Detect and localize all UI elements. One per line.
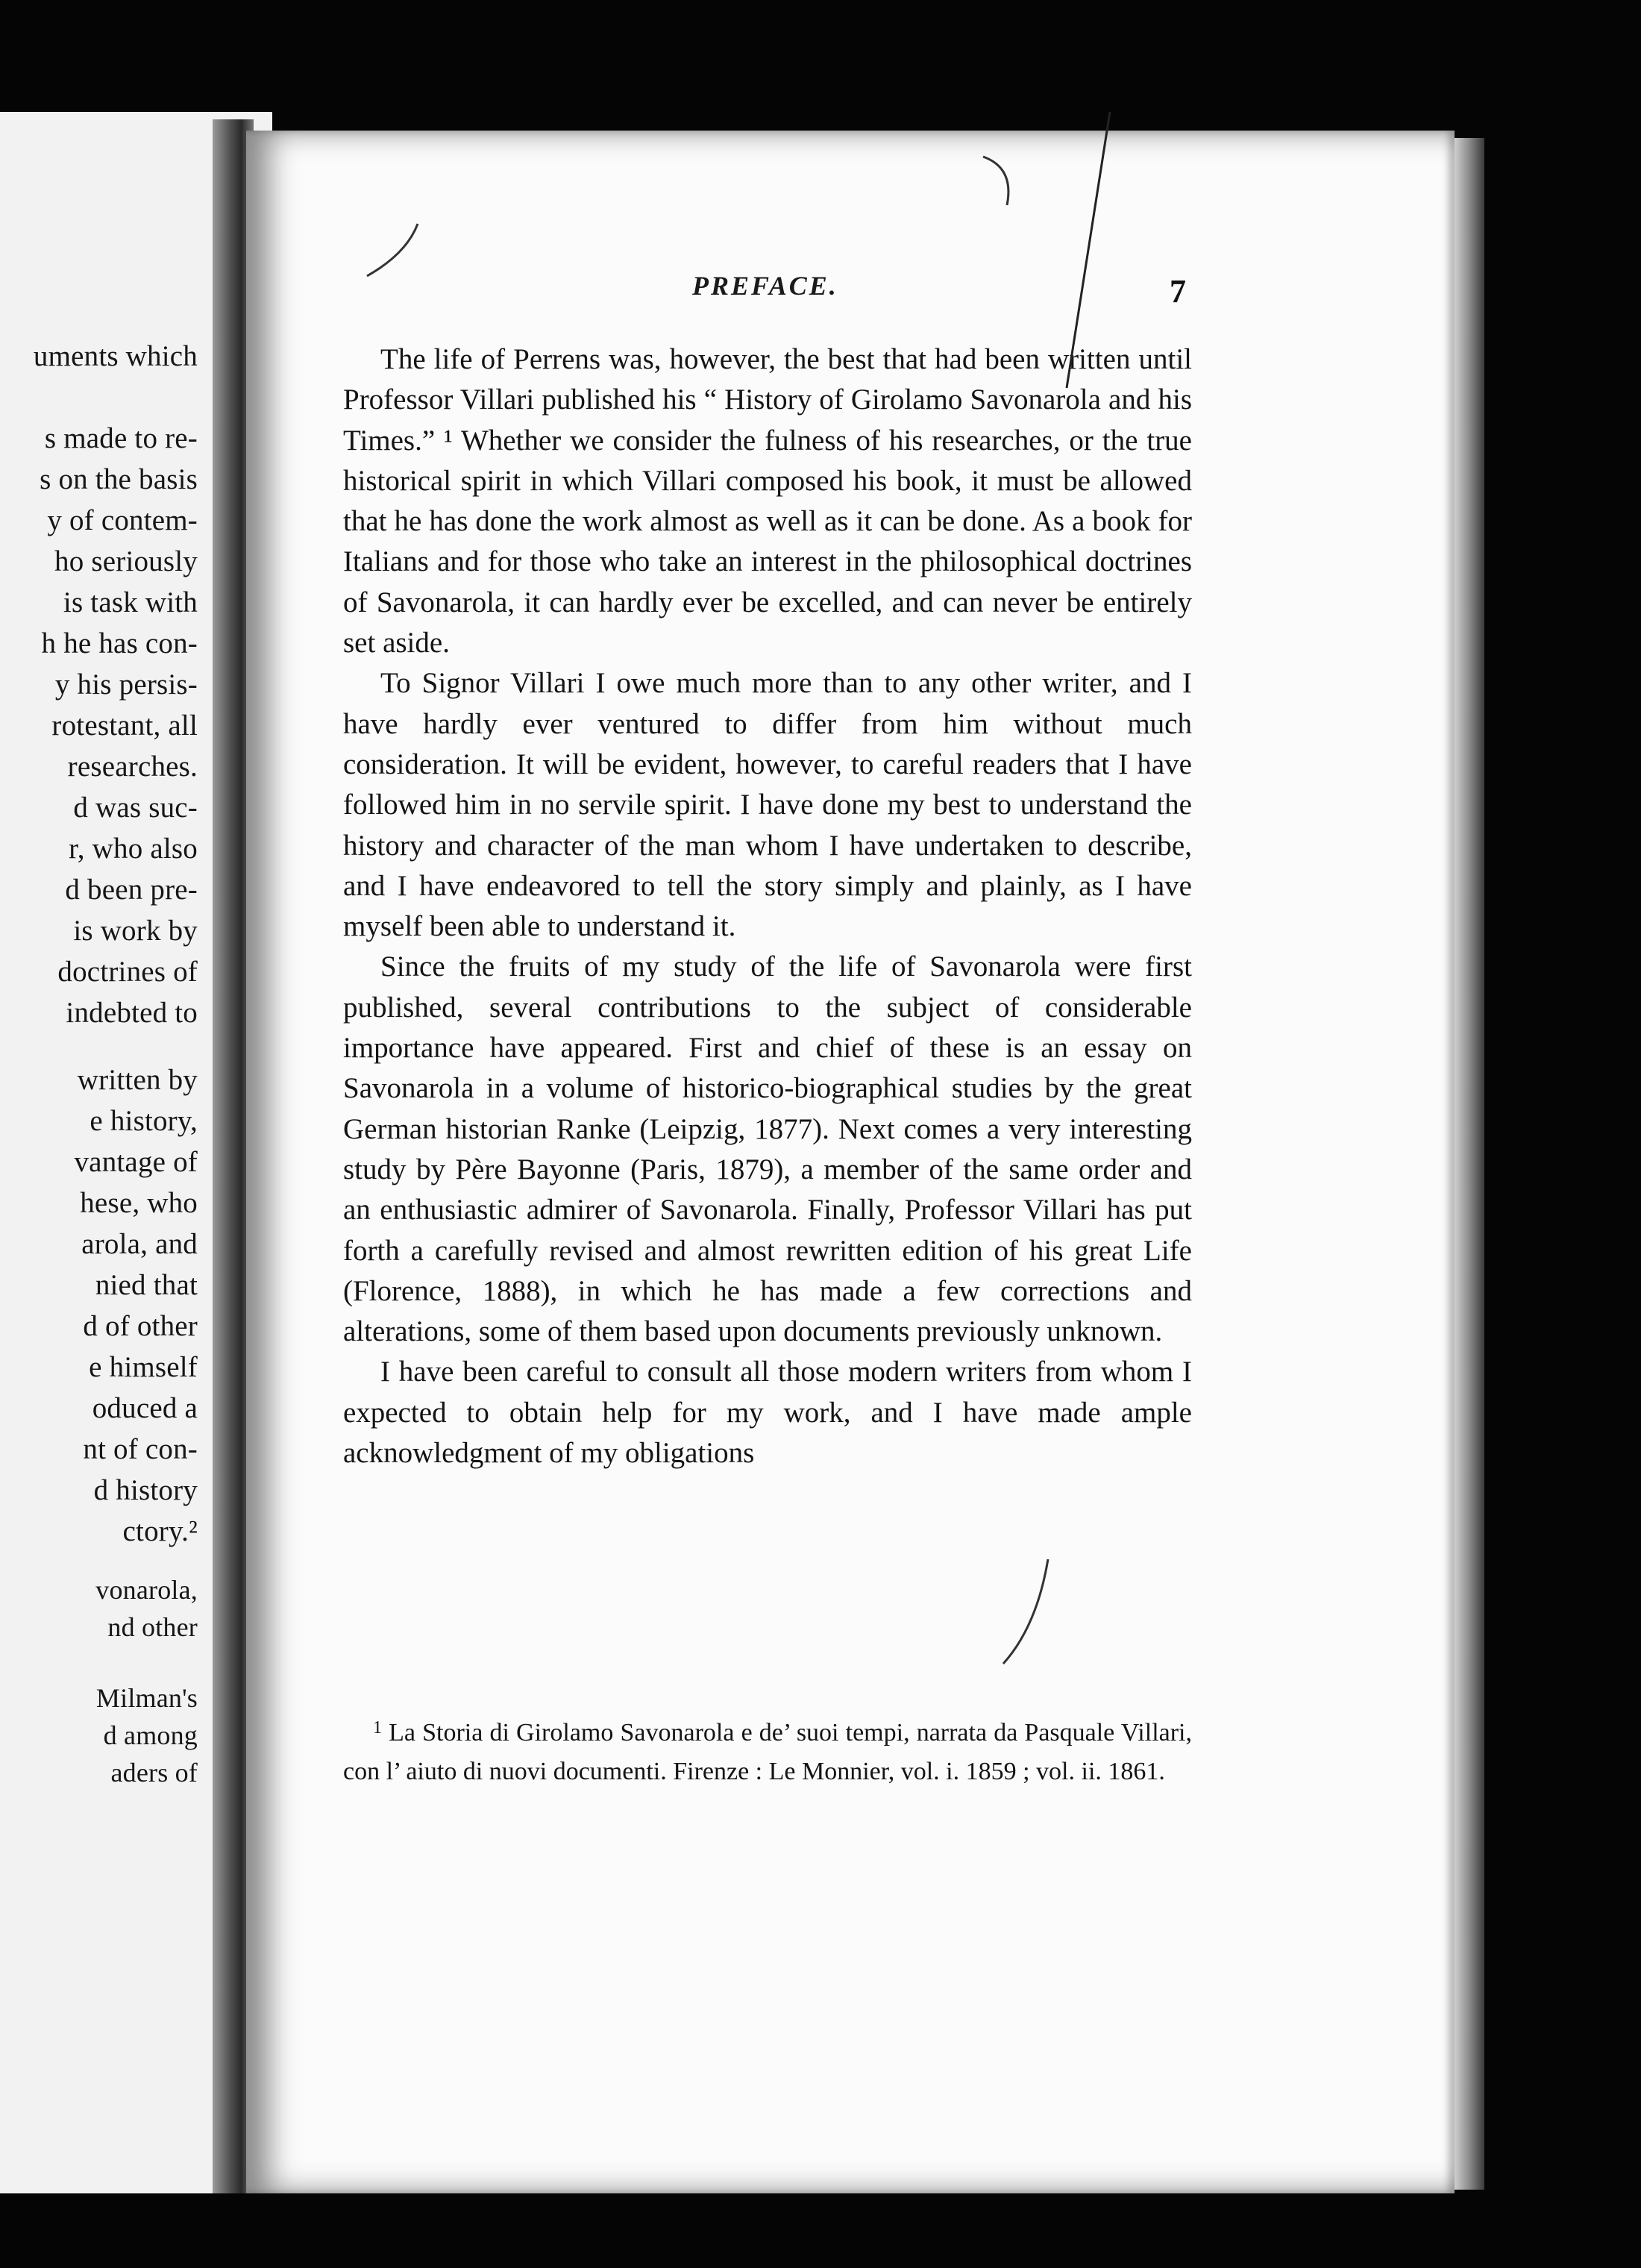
facing-page-line: hese, who (80, 1187, 198, 1219)
facing-page-line: e himself (89, 1351, 198, 1383)
facing-page-line: rotestant, all (51, 709, 198, 742)
facing-page-line: d of other (83, 1310, 198, 1342)
facing-page-line: h he has con- (41, 627, 198, 660)
facing-page-line: y of contem- (47, 504, 198, 536)
facing-page-line: y his persis- (54, 668, 198, 701)
facing-page-line: uments which (33, 340, 198, 372)
facing-page-line: is task with (63, 586, 198, 618)
facing-page-line: s on the basis (40, 463, 198, 495)
facing-page-line: s made to re- (44, 422, 198, 454)
facing-page-line: arola, and (81, 1228, 198, 1260)
running-head: PREFACE. (692, 271, 838, 301)
facing-page-line: nd other (107, 1612, 198, 1642)
facing-page-line: d among (103, 1720, 198, 1750)
facing-page-line: d history (93, 1474, 198, 1506)
facing-page-line: researches. (67, 751, 198, 783)
footnote-text: La Storia di Girolamo Savonarola e de’ suoi tempi, narrata da Pasquale Villari, con l’ aiuto di nuovi documenti. Firenze : Le Monnier, vol. i. 1859 ; vol. ii. 1861. (343, 1719, 1193, 1785)
facing-page-line: nt of con- (83, 1433, 198, 1465)
paragraph: Since the fruits of my study of the life of Savonarola were first published, several contributions to the subject of considerable importance have appeared. First and chief of these is an essay on Savonarola in a volume of historico-biographical studies by the great German historian Ranke (Leipzig, 1877). Next comes a very interesting study by Père Bayonne (Paris, 1879), a member of the same order and an enthusiastic admirer of Savonarola. Finally, Professor Villari has put forth a carefully revised and almost rewritten edition of his great Life (Florence, 1888), in which he has made a few corrections and alterations, some of them based upon documents previously unknown. (343, 950, 1192, 1348)
facing-page-line: Milman's (95, 1683, 198, 1713)
facing-page-line: vonarola, (95, 1575, 198, 1605)
page-number: 7 (1170, 273, 1186, 310)
facing-page-line: indebted to (66, 997, 198, 1029)
facing-page-line: e history, (90, 1105, 198, 1137)
paragraph: I have been careful to consult all those modern writers from whom I expected to obtain help for my work, and I have made ample acknowledgment of my obligations (343, 1356, 1192, 1470)
facing-page-line: aders of (110, 1758, 198, 1788)
facing-page-line: d was suc- (73, 792, 198, 824)
facing-page-line: ctory.² (122, 1515, 198, 1547)
footnote-marker: 1 (373, 1718, 382, 1738)
paragraph: To Signor Villari I owe much more than to any other writer, and I have hardly ever ventured to differ from him without much consideration. It will be evident, however, to careful readers that I have followed him in no servile spirit. I have done my best to understand the history and character of the man whom I have undertaken to describe, and I have endeavored to tell the story simply and plainly, as I have myself been able to understand it. (343, 667, 1192, 943)
facing-page-line: vantage of (74, 1146, 198, 1178)
facing-page-line: nied that (95, 1269, 198, 1301)
facing-page-line: doctrines of (57, 956, 198, 988)
facing-page-line: written by (77, 1064, 198, 1096)
paragraph: The life of Perrens was, however, the best that had been written until Professor Villari published his “ History of Girolamo Savonarola and his Times.” ¹ Whether we consider the fulness of his researches, or the true historical spirit in which Villari composed his book, it must be allowed that he has done the work almost as well as it can be done. As a book for Italians and for those who take an interest in the philosophical doctrines of Savonarola, it can hardly ever be excelled, and can never be entirely set aside. (343, 343, 1192, 660)
facing-page-line: ho seriously (54, 545, 198, 577)
facing-page-line: is work by (73, 915, 198, 947)
facing-page-line: oduced a (92, 1392, 198, 1424)
facing-page-line: d been pre- (65, 874, 198, 906)
facing-page-line: r, who also (69, 833, 198, 865)
